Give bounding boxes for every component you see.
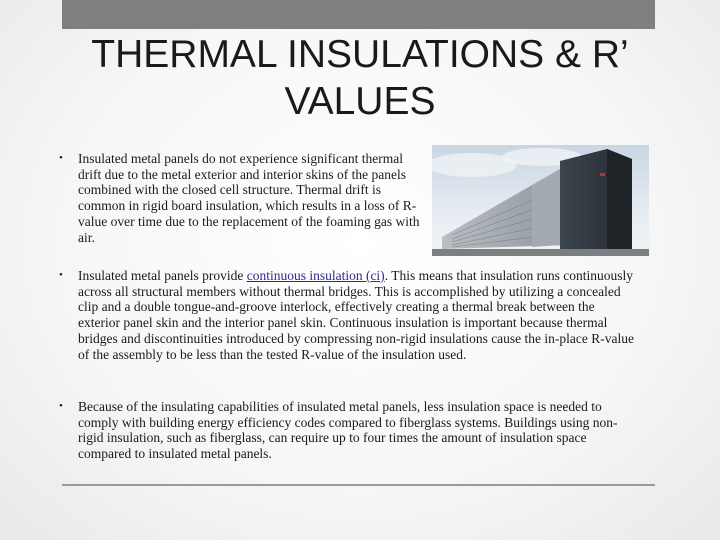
bullet-text-rest: . This means that insulation runs continuously across all structural members without thermal bridges. This is accomplished by utilizing a concealed clip and a double tongue-and-groove interlock, effectively creating a thermal break between the exterior panel skin and the interior panel skin. Continuous insulation is important because thermal bridges and discontinuities introduced by compressing non-rigid insulations cause the in-place R-value of the assembly to be less than the tested R-value of the insulation used. [78,268,634,362]
building-photo [432,145,649,256]
bullet-insulation-space [59,399,634,462]
top-accent-bar [62,0,655,29]
bullet-text-lead: Insulated metal panels provide [78,268,247,283]
bullet-continuous-insulation [59,268,634,362]
bullet-thermal-drift [59,151,423,245]
bullet-dot: • [59,400,63,412]
bullet-dot: • [59,152,63,164]
bullet-text: Insulated metal panels do not experience significant thermal drift due to the metal exterior and interior skins of the panels combined with the closed cell structure. Thermal drift is common in rigid board insulation, which results in a loss of R-value over time due to the replacement of the foaming gas with air. [78,151,420,245]
continuous-insulation-link[interactable]: continuous insulation (ci) [246,268,385,283]
bullet-dot: • [59,269,63,281]
slide-title: THERMAL INSULATIONS & R’ VALUES [91,33,629,123]
bullet-text: Because of the insulating capabilities of insulated metal panels, less insulation space is needed to comply with building energy efficiency codes compared to fiberglass systems. Buildings using non-rigid insulation, such as fiberglass, can require up to four times the amount of insulation space compared to insulated metal panels. [78,399,618,462]
bottom-divider [62,484,655,486]
